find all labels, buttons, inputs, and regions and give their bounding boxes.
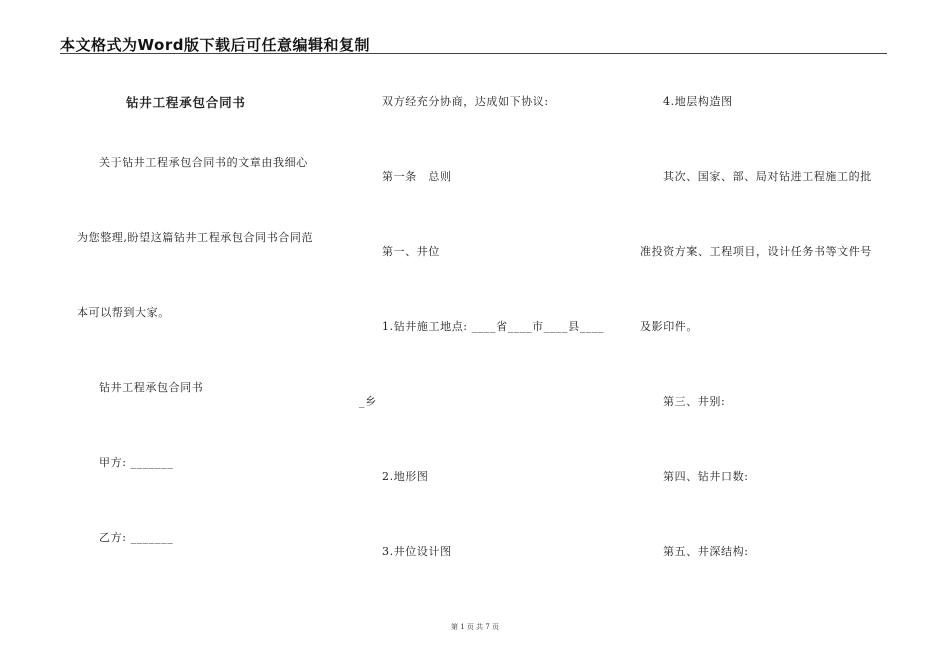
approval-line-1: 其次、国家、部、局对钻进工程施工的批: [663, 170, 872, 183]
header-rule: [60, 53, 887, 54]
party-b: 乙方: _______: [99, 531, 174, 544]
intro-line-1: 关于钻井工程承包合同书的文章由我细心: [99, 156, 308, 169]
section-5-well-depth: 第五、井深结构:: [663, 545, 749, 558]
approval-line-2: 准投资方案、工程项目，设计任务书等文件号: [640, 245, 872, 258]
item-3-well-design-map: 3.井位设计图: [382, 545, 452, 558]
article-1-heading: 第一条 总则: [382, 170, 452, 183]
item-2-topographic-map: 2.地形图: [382, 470, 429, 483]
item-1-continuation: _乡: [359, 395, 377, 408]
contract-subtitle: 钻井工程承包合同书: [99, 381, 204, 394]
party-a: 甲方: _______: [99, 456, 174, 469]
intro-line-3: 本可以帮到大家。: [77, 306, 170, 319]
item-4-structure-map: 4.地层构造图: [663, 95, 733, 108]
page-footer: 第 1 页 共 7 页: [450, 623, 500, 631]
item-1-drilling-site: 1.钻井施工地点: ____省____市____县____: [382, 320, 605, 333]
intro-line-2: 为您整理,盼望这篇钻井工程承包合同书合同范: [77, 231, 314, 244]
section-3-well-type: 第三、井别:: [663, 395, 726, 408]
approval-line-3: 及影印件。: [640, 320, 698, 333]
document-title: 钻井工程承包合同书: [126, 95, 246, 110]
header-title: 本文格式为Word版下载后可任意编辑和复制: [60, 36, 370, 54]
section-4-well-count: 第四、钻井口数:: [663, 470, 749, 483]
agreement-line: 双方经充分协商，达成如下协议:: [382, 95, 549, 108]
section-1-well-location: 第一、井位: [382, 245, 440, 258]
